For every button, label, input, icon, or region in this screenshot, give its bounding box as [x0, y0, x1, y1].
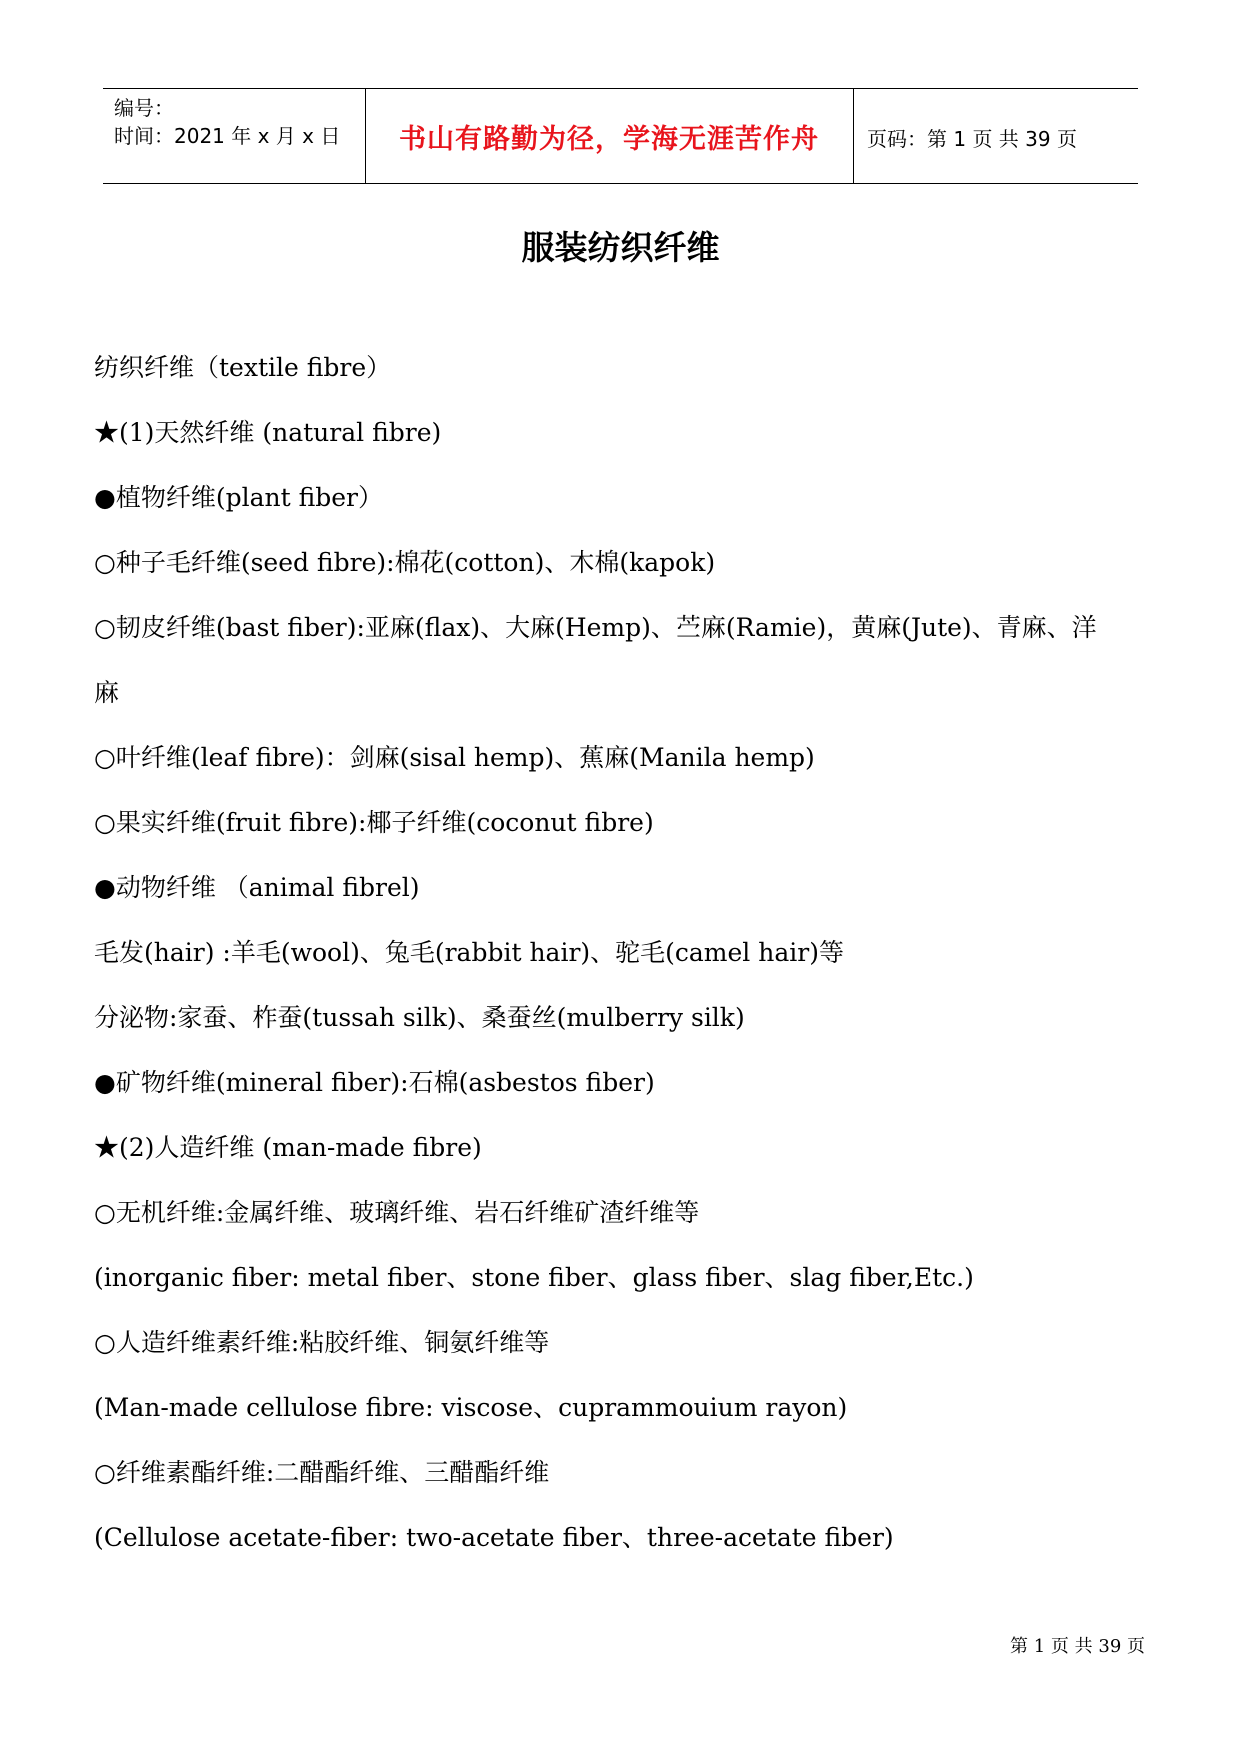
- body-line: ○种子毛纤维(seed fibre):棉花(cotton)、木棉(kapok): [94, 548, 716, 577]
- time-label: 时间：2021 年 x 月 x 日: [114, 124, 341, 148]
- body-line: 分泌物:家蚕、柞蚕(tussah silk)、桑蚕丝(mulberry silk): [94, 1003, 745, 1032]
- body-line: ●矿物纤维(mineral fiber):石棉(asbestos fiber): [94, 1068, 655, 1097]
- motto: 书山有路勤为径，学海无涯苦作舟: [399, 124, 819, 155]
- body-line: ★(1)天然纤维 (natural fibre): [94, 418, 442, 447]
- body-line: ○果实纤维(fruit fibre):椰子纤维(coconut fibre): [94, 808, 654, 837]
- body-line: 毛发(hair) :羊毛(wool)、兔毛(rabbit hair)、驼毛(camel hair)等: [94, 938, 844, 967]
- page-footer: 第 1 页 共 39 页: [1010, 1636, 1145, 1657]
- header-info-cell: [103, 89, 366, 183]
- body-line: ○韧皮纤维(bast fiber):亚麻(flax)、大麻(Hemp)、苎麻(Ramie)，黄麻(Jute)、青麻、洋: [94, 613, 1097, 642]
- body-line: ○叶纤维(leaf fibre)：剑麻(sisal hemp)、蕉麻(Manila hemp): [94, 743, 815, 772]
- body-line: ○纤维素酯纤维:二醋酯纤维、三醋酯纤维: [94, 1458, 550, 1487]
- document-header: [103, 88, 1138, 184]
- body-line: 麻: [94, 678, 120, 707]
- body-line: ★(2)人造纤维 (man-made fibre): [94, 1133, 482, 1162]
- body-line: (inorganic fiber: metal fiber、stone fiber、glass fiber、slag fiber,Etc.): [94, 1263, 974, 1292]
- body-line: ○人造纤维素纤维:粘胶纤维、铜氨纤维等: [94, 1328, 550, 1357]
- body-line: ●植物纤维(plant fiber）: [94, 483, 383, 512]
- body-line: 纺织纤维（textile fibre）: [94, 353, 392, 382]
- page-code: 页码：第 1 页 共 39 页: [867, 127, 1077, 151]
- header-page-cell: [853, 89, 1138, 183]
- body-line: (Man-made cellulose fibre: viscose、cuprammouium rayon): [94, 1393, 848, 1422]
- body-line: ●动物纤维 （animal fibrel): [94, 873, 420, 902]
- header-motto-cell: [365, 89, 854, 183]
- number-label: 编号：: [114, 96, 174, 120]
- body-line: (Cellulose acetate-fiber: two-acetate fiber、three-acetate fiber): [94, 1523, 894, 1552]
- page-title: 服装纺织纤维: [521, 228, 720, 267]
- body-line: ○无机纤维:金属纤维、玻璃纤维、岩石纤维矿渣纤维等: [94, 1198, 700, 1227]
